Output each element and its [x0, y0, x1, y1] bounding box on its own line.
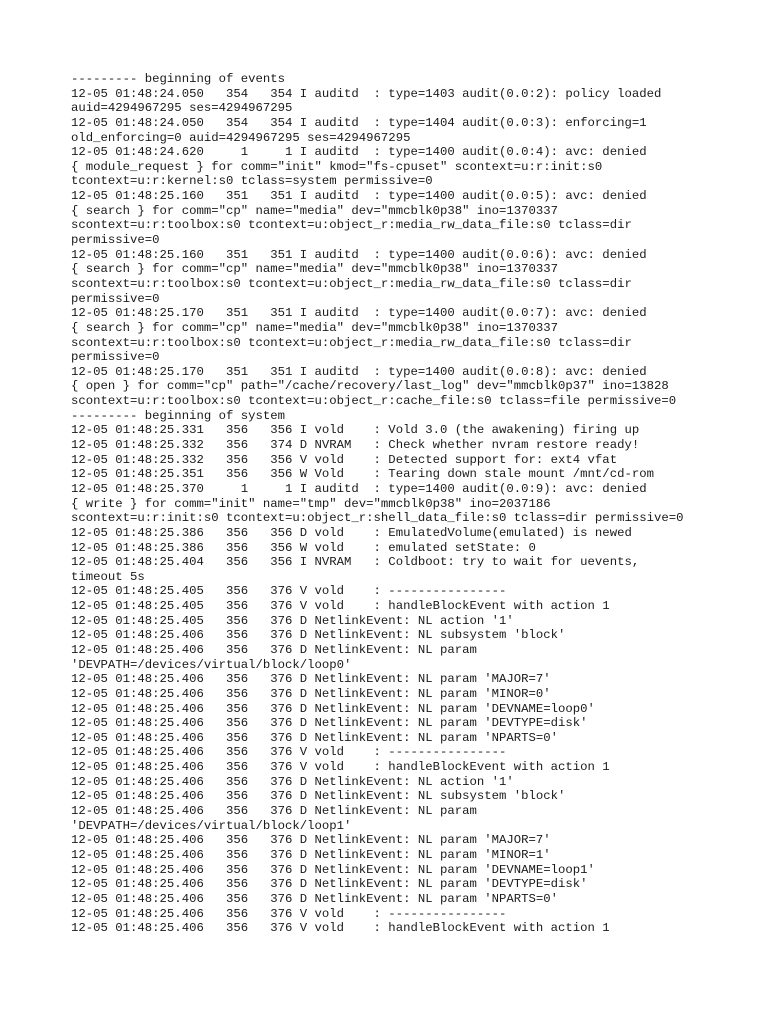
log-line: 'DEVPATH=/devices/virtual/block/loop0': [71, 657, 352, 672]
log-line: 12-05 01:48:24.620 1 1 I auditd : type=1400 audit(0.0:4): avc: denied: [71, 145, 647, 160]
log-line: --------- beginning of system: [71, 408, 286, 423]
log-line: 12-05 01:48:25.386 356 356 W vold : emulated setState: 0: [71, 540, 536, 555]
log-line: 12-05 01:48:25.406 356 376 V vold : handleBlockEvent with action 1: [71, 921, 610, 936]
log-line: auid=4294967295 ses=4294967295: [71, 101, 293, 116]
log-line: 12-05 01:48:25.406 356 376 D NetlinkEvent: NL param 'DEVTYPE=disk': [71, 877, 588, 892]
log-line: { module_request } for comm="init" kmod="fs-cpuset" scontext=u:r:init:s0: [71, 159, 603, 174]
log-line: 12-05 01:48:25.405 356 376 D NetlinkEvent: NL action '1': [71, 613, 514, 628]
log-line: 12-05 01:48:25.406 356 376 V vold : ----------------: [71, 906, 507, 921]
log-output: [71, 72, 761, 936]
log-line: scontext=u:r:init:s0 tcontext=u:object_r:shell_data_file:s0 tclass=dir permissive=0: [71, 511, 684, 526]
log-line: 12-05 01:48:25.406 356 376 V vold : handleBlockEvent with action 1: [71, 760, 610, 775]
log-line: 12-05 01:48:25.170 351 351 I auditd : type=1400 audit(0.0:7): avc: denied: [71, 306, 647, 321]
log-line: scontext=u:r:toolbox:s0 tcontext=u:object_r:media_rw_data_file:s0 tclass=dir: [71, 335, 632, 350]
log-line: 12-05 01:48:24.050 354 354 I auditd : type=1403 audit(0.0:2): policy loaded: [71, 86, 662, 101]
log-line: 12-05 01:48:25.405 356 376 V vold : handleBlockEvent with action 1: [71, 599, 610, 614]
log-line: { open } for comm="cp" path="/cache/recovery/last_log" dev="mmcblk0p37" ino=13828: [71, 379, 669, 394]
log-line: scontext=u:r:toolbox:s0 tcontext=u:object_r:media_rw_data_file:s0 tclass=dir: [71, 276, 632, 291]
log-line: 12-05 01:48:25.406 356 376 D NetlinkEvent: NL param 'DEVNAME=loop0': [71, 701, 595, 716]
log-line: 12-05 01:48:25.160 351 351 I auditd : type=1400 audit(0.0:6): avc: denied: [71, 247, 647, 262]
log-line: 12-05 01:48:25.370 1 1 I auditd : type=1400 audit(0.0:9): avc: denied: [71, 481, 647, 496]
log-line: 12-05 01:48:25.406 356 376 D NetlinkEvent: NL subsystem 'block': [71, 789, 566, 804]
log-line: 12-05 01:48:25.170 351 351 I auditd : type=1400 audit(0.0:8): avc: denied: [71, 364, 647, 379]
log-line: 12-05 01:48:25.406 356 376 D NetlinkEvent: NL param 'MAJOR=7': [71, 672, 551, 687]
log-line: 12-05 01:48:25.351 356 356 W Vold : Tearing down stale mount /mnt/cd-rom: [71, 467, 654, 482]
log-line: 12-05 01:48:25.406 356 376 D NetlinkEvent: NL param 'DEVTYPE=disk': [71, 716, 588, 731]
log-line: 12-05 01:48:25.404 356 356 I NVRAM : Coldboot: try to wait for uevents,: [71, 555, 640, 570]
log-line: 12-05 01:48:25.406 356 376 D NetlinkEvent: NL param 'NPARTS=0': [71, 891, 559, 906]
log-line: { write } for comm="init" name="tmp" dev="mmcblk0p38" ino=2037186: [71, 496, 551, 511]
log-line: 12-05 01:48:25.406 356 376 D NetlinkEvent: NL param 'MAJOR=7': [71, 833, 551, 848]
log-line: 12-05 01:48:25.386 356 356 D vold : EmulatedVolume(emulated) is newed: [71, 525, 632, 540]
log-line: old_enforcing=0 auid=4294967295 ses=4294967295: [71, 130, 411, 145]
log-line: 12-05 01:48:25.332 356 356 V vold : Detected support for: ext4 vfat: [71, 452, 618, 467]
log-line: 12-05 01:48:25.405 356 376 V vold : ----------------: [71, 584, 507, 599]
log-line: 12-05 01:48:25.406 356 376 D NetlinkEvent: NL action '1': [71, 774, 514, 789]
log-line: --------- beginning of events: [71, 72, 286, 86]
log-line: 12-05 01:48:25.332 356 374 D NVRAM : Check whether nvram restore ready!: [71, 438, 640, 453]
log-line: 12-05 01:48:25.406 356 376 D NetlinkEvent: NL subsystem 'block': [71, 628, 566, 643]
log-line: 12-05 01:48:25.406 356 376 D NetlinkEvent: NL param 'MINOR=0': [71, 686, 551, 701]
log-line: 12-05 01:48:25.406 356 376 D NetlinkEvent: NL param: [71, 804, 477, 819]
log-line: 12-05 01:48:25.160 351 351 I auditd : type=1400 audit(0.0:5): avc: denied: [71, 189, 647, 204]
log-line: 'DEVPATH=/devices/virtual/block/loop1': [71, 818, 352, 833]
log-line: 12-05 01:48:25.406 356 376 V vold : ----------------: [71, 745, 507, 760]
log-line: scontext=u:r:toolbox:s0 tcontext=u:object_r:media_rw_data_file:s0 tclass=dir: [71, 218, 632, 233]
log-line: permissive=0: [71, 350, 160, 365]
log-line: { search } for comm="cp" name="media" dev="mmcblk0p38" ino=1370337: [71, 203, 559, 218]
log-line: scontext=u:r:toolbox:s0 tcontext=u:object_r:cache_file:s0 tclass=file permissive=0: [71, 394, 677, 409]
log-line: timeout 5s: [71, 569, 145, 584]
log-line: 12-05 01:48:25.406 356 376 D NetlinkEvent: NL param 'MINOR=1': [71, 847, 551, 862]
log-line: tcontext=u:r:kernel:s0 tclass=system permissive=0: [71, 174, 433, 189]
log-line: permissive=0: [71, 291, 160, 306]
log-line: permissive=0: [71, 233, 160, 248]
log-line: 12-05 01:48:25.406 356 376 D NetlinkEvent: NL param 'NPARTS=0': [71, 730, 559, 745]
log-line: 12-05 01:48:24.050 354 354 I auditd : type=1404 audit(0.0:3): enforcing=1: [71, 115, 647, 130]
log-line: 12-05 01:48:25.406 356 376 D NetlinkEvent: NL param 'DEVNAME=loop1': [71, 862, 595, 877]
log-line: { search } for comm="cp" name="media" dev="mmcblk0p38" ino=1370337: [71, 262, 559, 277]
log-line: 12-05 01:48:25.331 356 356 I vold : Vold 3.0 (the awakening) firing up: [71, 423, 640, 438]
log-line: 12-05 01:48:25.406 356 376 D NetlinkEvent: NL param: [71, 642, 477, 657]
log-line: { search } for comm="cp" name="media" dev="mmcblk0p38" ino=1370337: [71, 320, 559, 335]
